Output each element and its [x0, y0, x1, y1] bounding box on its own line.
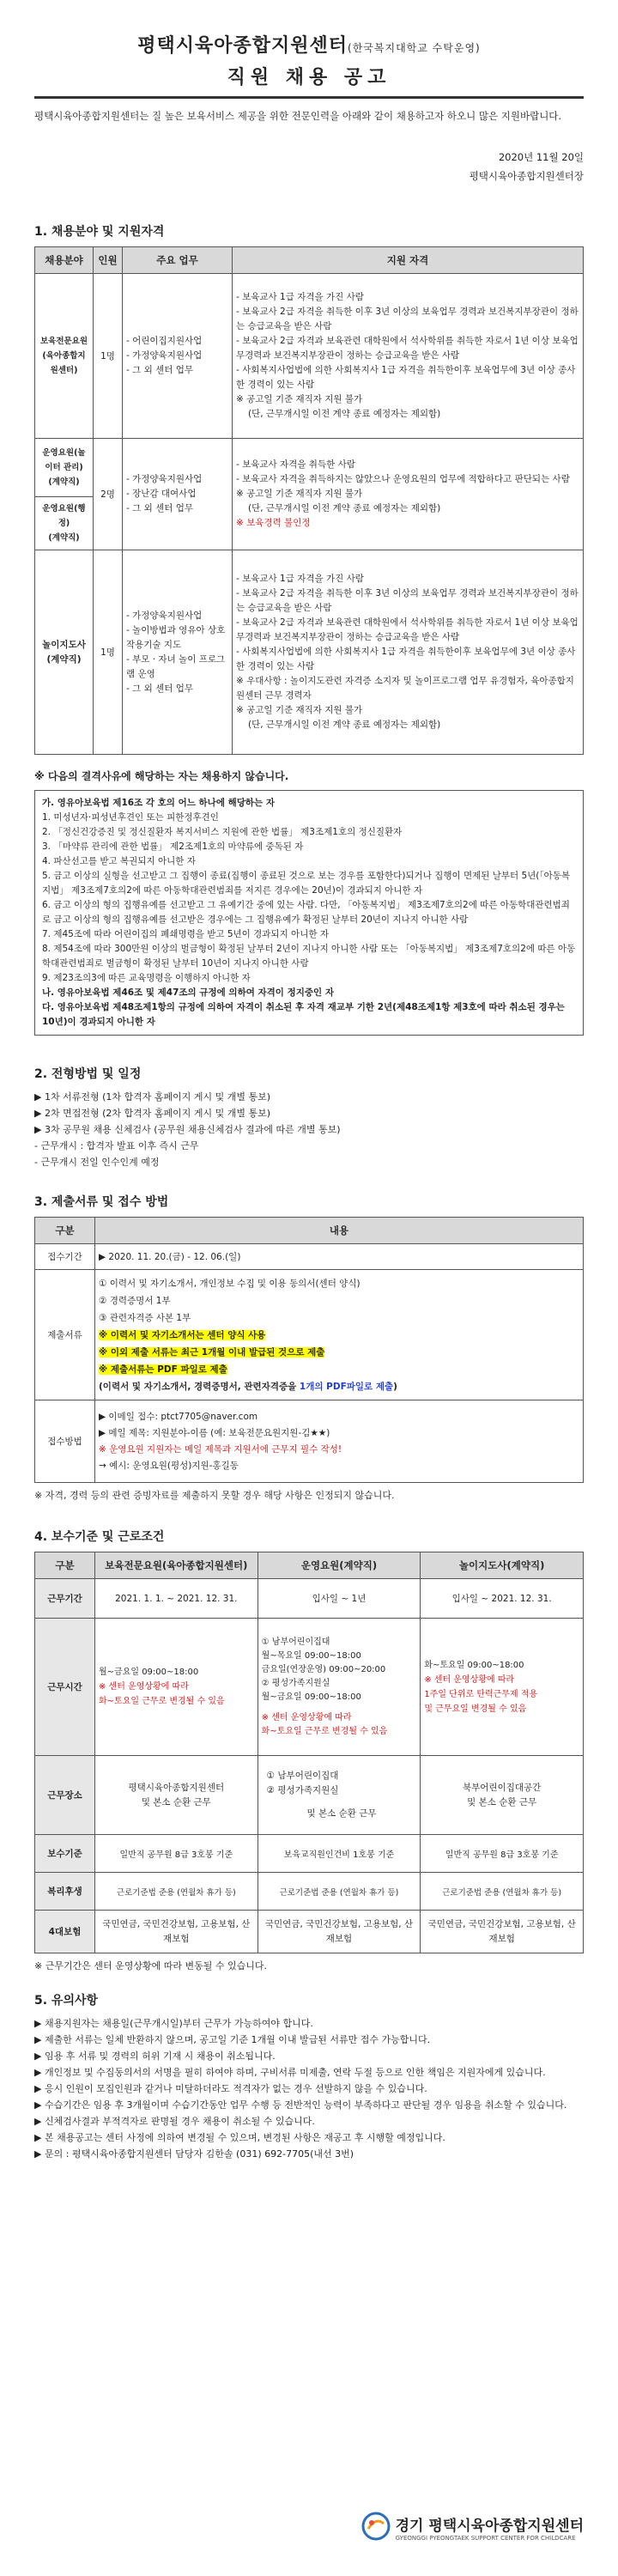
field-name: 놀이지도사	[42, 639, 86, 650]
list-item: ▶ 3차 공무원 채용 신체검사 (공무원 채용신체검사 결과에 따른 개별 통보)	[34, 1124, 341, 1135]
doc-item: ② 경력증명서 1부	[99, 1295, 171, 1306]
time-line: ※ 센터 운영상황에 따라	[99, 1682, 189, 1692]
table-row	[35, 1579, 584, 1619]
table-row	[35, 439, 584, 497]
cell: 국민연금, 국민건강보험, 고용보험, 산재보험	[95, 1911, 258, 1953]
list-item: ▶ 제출한 서류는 일체 반환하지 않으며, 공고일 기준 1개월 이내 발급된 서류만 접수 가능합니다.	[34, 2034, 431, 2045]
qual: - 보육교사 2급 자격을 취득한 이후 3년 이상의 보육업무 경력과 보건복지부장관이 정하는 승급교육을 받은 사람	[236, 588, 579, 613]
table-row	[35, 1244, 584, 1270]
row-label: 근무시간	[35, 1619, 95, 1756]
col-header: 내용	[95, 1218, 584, 1244]
disq-box	[34, 790, 584, 1036]
qual: - 보육교사 2급 자격을 취득한 이후 3년 이상의 보육업무 경력과 보건복지부장관이 정하는 승급교육을 받은 사람	[236, 307, 579, 331]
col-header: 지원 자격	[233, 247, 584, 274]
time-line: 화~토요일 근무로 변경될 수 있음	[261, 1726, 388, 1736]
qual: - 보육교사 자격을 취득한 사람	[236, 459, 355, 470]
submission-table	[34, 1217, 584, 1483]
duty: - 놀이방법과 영유아 상호작용기술 지도	[126, 624, 226, 650]
place-line: 북부어린이집대공간	[463, 1782, 542, 1793]
row-label: 제출서류	[35, 1270, 95, 1400]
col-header: 보육전문요원(육아종합지원센터)	[95, 1552, 258, 1579]
positions-table	[34, 246, 584, 755]
disq-item: 4. 파산선고를 받고 복권되지 아니한 자	[42, 856, 196, 866]
page-subtitle: 직원 채용 공고	[227, 67, 391, 88]
col-header: 구분	[35, 1218, 95, 1244]
duty: - 가정양육지원사업	[126, 610, 203, 621]
disq-item: 2. 「정신건강증진 및 정신질환자 복지서비스 지원에 관한 법률」 제3조제1호의 정신질환자	[42, 827, 403, 837]
qual: (단, 근무개시일 이전 계약 종료 예정자는 제외함)	[248, 409, 441, 419]
method-item: → 예시: 운영요원(평성)지원-홍길동	[99, 1460, 239, 1471]
qual: (단, 근무개시일 이전 계약 종료 예정자는 제외함)	[248, 503, 441, 513]
disq-item: 1. 미성년자·피성년후견인 또는 피한정후견인	[42, 812, 219, 823]
time-line: 및 근무요일 변경될 수 있음	[424, 1704, 527, 1714]
row-label: 접수기간	[35, 1244, 95, 1270]
list-item: ▶ 신체검사결과 부적격자로 판명될 경우 채용이 취소될 수 있습니다.	[34, 2116, 315, 2127]
place-line: ① 남부어린이집대	[266, 1771, 339, 1781]
place-line: 및 본소 순환 근무	[467, 1796, 537, 1807]
place-line: ② 평성가족지원실	[266, 1785, 339, 1795]
center-logo-icon	[361, 2512, 391, 2543]
sec4-note: ※ 근무기간은 센터 운영상황에 따라 변동될 수 있습니다.	[34, 1960, 267, 1971]
footer-text	[396, 2513, 584, 2542]
table-row	[35, 1756, 584, 1835]
page-title	[34, 31, 584, 58]
count-cell: 1명	[94, 550, 123, 755]
period-cell: ▶ 2020. 11. 20.(금) - 12. 06.(일)	[95, 1244, 584, 1270]
method-item: ▶ 메일 제목: 지원분야-이름 (예: 보육전문요원지원-김★★)	[99, 1427, 330, 1438]
table-row	[35, 1619, 584, 1756]
disq-heading: 가. 영유아보육법 제16조 각 호의 어느 하나에 해당하는 자	[42, 798, 275, 808]
col-header: 운영요원(계약직)	[258, 1552, 421, 1579]
notice-date: 2020년 11월 20일	[498, 151, 584, 163]
cell: 국민연금, 국민건강보험, 고용보험, 산재보험	[258, 1911, 421, 1953]
method-cell	[95, 1400, 584, 1483]
duties-cell	[123, 439, 233, 550]
qual: ※ 보육경력 불인정	[236, 518, 311, 528]
cell	[95, 1619, 258, 1756]
cell	[421, 1619, 584, 1756]
process-list	[34, 1089, 584, 1170]
disq-item: 8. 제54조에 따라 300만원 이상의 벌금형이 확정된 날부터 2년이 지나지 아니한 사람 또는 「아동복지법」 제3조제7호의2에 따른 아동학대관련범죄로 벌금형이 확정된 날부터 10년이 지나지 아니한 사람	[42, 944, 576, 969]
cell: 국민연금, 국민건강보험, 고용보험, 산재보험	[421, 1911, 584, 1953]
time-line: ※ 센터 운영상황에 따라	[261, 1712, 352, 1722]
time-line: 화~토요일 근무로 변경될 수 있음	[99, 1697, 225, 1706]
field-sub: (계약직)	[46, 653, 82, 665]
list-item: ▶ 채용지원자는 채용일(근무개시일)부터 근무가 가능하여야 합니다.	[34, 2018, 313, 2029]
qual: - 사회복지사업법에 의한 사회복지사 1급 자격을 취득한이후 보육업무에 3년 이상 종사한 경력이 있는 사람	[236, 647, 576, 671]
list-item: ▶ 문의 : 평택시육아종합지원센터 담당자 김한솔 (031) 692-7705(내선 3번)	[34, 2148, 354, 2160]
field-name: 운영요원(놀이터 관리)	[42, 448, 86, 472]
notice-org: 평택시육아종합지원센터장	[469, 170, 584, 182]
footer-name-en: GYEONGGI PYEONGTAEK SUPPORT CENTER FOR CHILDCARE	[395, 2535, 576, 2542]
sec3-note: ※ 자격, 경력 등의 관련 증빙자료를 제출하지 못할 경우 해당 사항은 인정되지 않습니다.	[34, 1490, 395, 1501]
docs-cell	[95, 1270, 584, 1400]
conditions-table	[34, 1552, 584, 1953]
list-item: ▶ 2차 면접전형 (2차 합격자 홈페이지 게시 및 개별 통보)	[34, 1108, 271, 1119]
cell: 일반직 공무원 8급 3호봉 기준	[421, 1835, 584, 1873]
list-item: - 근무개시 전일 인수인계 예정	[34, 1157, 160, 1168]
qual: - 사회복지사업법에 의한 사회복지사 1급 자격을 취득한이후 보육업무에 3년 이상 종사한 경력이 있는 사람	[236, 365, 576, 390]
cell: 일반직 공무원 8급 3호봉 기준	[95, 1835, 258, 1873]
field-name: 보육전문요원	[39, 337, 88, 346]
table-row	[35, 1270, 584, 1400]
quals-cell	[233, 439, 584, 550]
qual: (단, 근무개시일 이전 계약 종료 예정자는 제외함)	[248, 720, 441, 730]
section5-title: 5. 유의사항	[34, 1994, 99, 2008]
pdf-note-b: 1개의 PDF파일로 제출	[299, 1381, 394, 1392]
quals-cell	[233, 274, 584, 439]
section3-title: 3. 제출서류 및 접수 방법	[34, 1195, 169, 1209]
duties-cell	[123, 550, 233, 755]
time-line: 화~토요일 09:00~18:00	[424, 1660, 524, 1670]
section2-title: 2. 전형방법 및 일정	[34, 1067, 142, 1081]
header	[34, 0, 584, 89]
time-line: 1주일 단위로 탄력근무제 적용	[424, 1689, 538, 1699]
row-label: 보수기준	[35, 1835, 95, 1873]
table-row	[35, 274, 584, 439]
count-cell: 2명	[94, 439, 123, 550]
footer-name: 경기 평택시육아종합지원센터	[395, 2518, 584, 2535]
duty: - 장난감 대여사업	[126, 489, 197, 499]
field-cell	[35, 439, 94, 497]
row-label: 복리후생	[35, 1873, 95, 1911]
footer-logo	[361, 2512, 584, 2543]
qual: ※ 공고일 기준 재직자 지원 불가	[236, 489, 363, 499]
time-line: ② 평성가족지원실	[261, 1678, 330, 1688]
notes-list	[34, 2015, 584, 2162]
section1-title: 1. 채용분야 및 지원자격	[34, 225, 165, 239]
cell	[421, 1756, 584, 1835]
field-cell	[35, 274, 94, 439]
qual: ※ 공고일 기준 재직자 지원 불가	[236, 394, 363, 404]
duty: - 어린이집지원사업	[126, 336, 203, 346]
list-item: ▶ 개인정보 및 수집동의서의 서명을 필히 하여야 하며, 구비서류 미제출, 연락 두절 등으로 인한 책임은 지원자에게 있습니다.	[34, 2067, 546, 2078]
field-cell	[35, 497, 94, 550]
row-label: 근무장소	[35, 1756, 95, 1835]
qual: - 보육교사 2급 자격과 보육관련 대학원에서 석사학위를 취득한 자로서 1년 이상 보육업무경력과 보건복지부장관이 정하는 승급교육을 받은 사람	[236, 617, 579, 642]
col-header: 놀이지도사(계약직)	[421, 1552, 584, 1579]
qual: - 보육교사 2급 자격과 보육관련 대학원에서 석사학위를 취득한 자로서 1년 이상 보육업무경력과 보건복지부장관이 정하는 승급교육을 받은 사람	[236, 336, 579, 361]
col-header: 구분	[35, 1552, 95, 1579]
qual: - 보육교사 1급 자격을 가진 사람	[236, 574, 364, 584]
row-label: 4대보험	[35, 1911, 95, 1953]
field-sub: (계약직)	[48, 533, 80, 543]
duty: - 부모 · 자녀 놀이 프로그램 운영	[126, 653, 226, 679]
disq-da: 다. 영유아보육법 제48조제1항의 규정에 의하여 자격이 취소된 후 자격 재교부 기한 2년(제48조제1항 제3호에 따라 취소된 경우는 10년)이 경과되지 아니한 자	[42, 1002, 565, 1027]
quals-cell	[233, 550, 584, 755]
list-item: ▶ 1차 서류전형 (1차 합격자 홈페이지 게시 및 개별 통보)	[34, 1091, 271, 1103]
qual: - 보육교사 자격을 취득하지는 않았으나 운영요원의 업무에 적합하다고 판단되는 사람	[236, 474, 570, 484]
list-item: ▶ 임용 후 서류 및 경력의 허위 기재 시 채용이 취소됩니다.	[34, 2050, 276, 2062]
list-item: - 근무개시 : 합격자 발표 이후 즉시 근무	[34, 1140, 199, 1151]
title-text: 평택시육아종합지원센터	[137, 35, 348, 57]
doc-highlight: ※ 이력서 및 자기소개서는 센터 양식 사용	[99, 1329, 266, 1340]
doc-highlight: ※ 제출서류는 PDF 파일로 제출	[99, 1364, 227, 1375]
table-row	[35, 1873, 584, 1911]
col-header: 채용분야	[35, 247, 94, 274]
qual: - 보육교사 1급 자격을 가진 사람	[236, 292, 364, 302]
field-name: 운영요원(행정)	[42, 504, 86, 528]
table-row	[35, 1911, 584, 1953]
count-cell: 1명	[94, 274, 123, 439]
spacer	[267, 1798, 417, 1807]
pdf-note-c: )	[393, 1381, 397, 1392]
disq-item: 6. 금고 이상의 형의 집행유예를 선고받고 그 유예기간 중에 있는 사람. 다만, 「아동복지법」 제3조제7호의2에 따른 아동학대관련범죄로 금고 이상의 형의 집행유예를 선고받은 경우에는 그 집행유예가 확정된 날부터 20년이 지나지 아니한 사람	[42, 900, 570, 925]
time-line: ※ 센터 운영상황에 따라	[424, 1674, 515, 1685]
time-line: 월~금요일 09:00~18:00	[261, 1692, 361, 1702]
place-line: 및 본소 순환 근무	[141, 1796, 211, 1807]
row-label: 접수방법	[35, 1400, 95, 1483]
qual: ※ 공고일 기준 재직자 지원 불가	[236, 705, 363, 715]
list-item: ▶ 응시 인원이 모집인원과 같거나 미달하더라도 적격자가 없는 경우 선발하지 않을 수 있습니다.	[34, 2083, 427, 2094]
time-line: 월~목요일 09:00~18:00	[261, 1650, 361, 1661]
duty: - 그 외 센터 업무	[126, 683, 193, 694]
duty: - 가정양육지원사업	[126, 350, 203, 361]
duty: - 그 외 센터 업무	[126, 503, 193, 513]
field-cell	[35, 550, 94, 755]
doc-highlight: ※ 이외 제출 서류는 최근 1개월 이내 발급된 것으로 제출	[99, 1346, 325, 1358]
place-line: 평택시육아종합지원센터	[128, 1782, 225, 1793]
cell	[258, 1619, 421, 1756]
doc-item: ① 이력서 및 자기소개서, 개인정보 수집 및 이용 동의서(센터 양식)	[99, 1278, 360, 1289]
field-sub: (육아종합지원센터)	[42, 351, 86, 375]
list-item: ▶ 수습기간은 임용 후 3개월이며 수습기간동안 업무 수행 등 전반적인 능력이 부족하다고 판단될 경우 임용을 취소할 수 있습니다.	[34, 2099, 567, 2111]
duty: - 그 외 센터 업무	[126, 365, 193, 375]
cell: 근로기준법 준용 (연월차 휴가 등)	[258, 1873, 421, 1911]
section4-title: 4. 보수기준 및 근로조건	[34, 1530, 165, 1544]
table-row	[35, 1400, 584, 1483]
disq-item: 7. 제45조에 따라 어린이집의 폐쇄명령을 받고 5년이 경과되지 아니한 자	[42, 929, 329, 939]
time-line: ① 남부어린이집대	[261, 1637, 330, 1647]
table-row	[35, 1835, 584, 1873]
title-divider	[34, 96, 584, 99]
field-sub: (계약직)	[48, 477, 80, 487]
time-line: 월~금요일 09:00~18:00	[99, 1668, 199, 1677]
row-label: 근무기간	[35, 1579, 95, 1619]
cell: 보육교직원인건비 1호봉 기준	[258, 1835, 421, 1873]
intro-text: 평택시육아종합지원센터는 질 높은 보육서비스 제공을 위한 전문인력을 아래와 같이 채용하고자 하오니 많은 지원바랍니다.	[34, 110, 562, 122]
cell	[95, 1756, 258, 1835]
method-item: ※ 운영요원 지원자는 메일 제목과 지원서에 근무지 필수 작성!	[99, 1443, 342, 1455]
cell	[258, 1756, 421, 1835]
disq-item: 9. 제23조의3에 따른 교육명령을 이행하지 아니한 자	[42, 973, 251, 983]
disq-item: 5. 금고 이상의 실형을 선고받고 그 집행이 종료(집행이 종료된 것으로 보는 경우를 포함한다)되거나 집행이 면제된 날부터 5년(「아동복지법」 제3조제7호의2에 따른 아동학대관련범죄를 저지른 경우에는 20년)이 경과되지 아니한 자	[42, 871, 571, 896]
cell: 입사일 ~ 1년	[258, 1579, 421, 1619]
duty: - 가정양육지원사업	[126, 474, 203, 484]
method-item[interactable]: ▶ 이메일 접수: ptct7705@naver.com	[99, 1411, 258, 1422]
col-header: 인원	[94, 247, 123, 274]
spacer	[262, 1704, 417, 1711]
disq-na: 나. 영유아보육법 제46조 및 제47조의 규정에 의하여 자격이 정지중인 자	[42, 987, 334, 998]
duties-cell	[123, 274, 233, 439]
cell: 입사일 ~ 2021. 12. 31.	[421, 1579, 584, 1619]
col-header: 주요 업무	[123, 247, 233, 274]
time-line: 금요일(연장운영) 09:00~20:00	[261, 1664, 386, 1674]
qual: ※ 우대사항 : 놀이지도관련 자격증 소지자 및 놀이프로그램 업무 유경험자, 육아종합지원센터 근무 경력자	[236, 676, 574, 701]
disq-item: 3. 「마약류 관리에 관한 법률」 제2조제1호의 마약류에 중독된 자	[42, 841, 304, 852]
disq-title: ※ 다음의 결격사유에 해당하는 자는 채용하지 않습니다.	[34, 770, 289, 782]
doc-item: ③ 관련자격증 사본 1부	[99, 1312, 191, 1323]
title-sub: (한국복지대학교 수탁운영)	[348, 42, 481, 54]
pdf-note-a: (이력서 및 자기소개서, 경력증명서, 관련자격증을	[99, 1381, 300, 1392]
table-row	[35, 550, 584, 755]
place-line: 및 본소 순환 근무	[306, 1808, 377, 1819]
cell: 근로기준법 준용 (연월차 휴가 등)	[421, 1873, 584, 1911]
cell: 근로기준법 준용 (연월차 휴가 등)	[95, 1873, 258, 1911]
doc-pdf-note	[99, 1378, 579, 1395]
cell: 2021. 1. 1. ~ 2021. 12. 31.	[95, 1579, 258, 1619]
list-item: ▶ 본 채용공고는 센터 사정에 의하여 변경될 수 있으며, 변경된 사항은 재공고 후 시행할 예정입니다.	[34, 2132, 445, 2143]
